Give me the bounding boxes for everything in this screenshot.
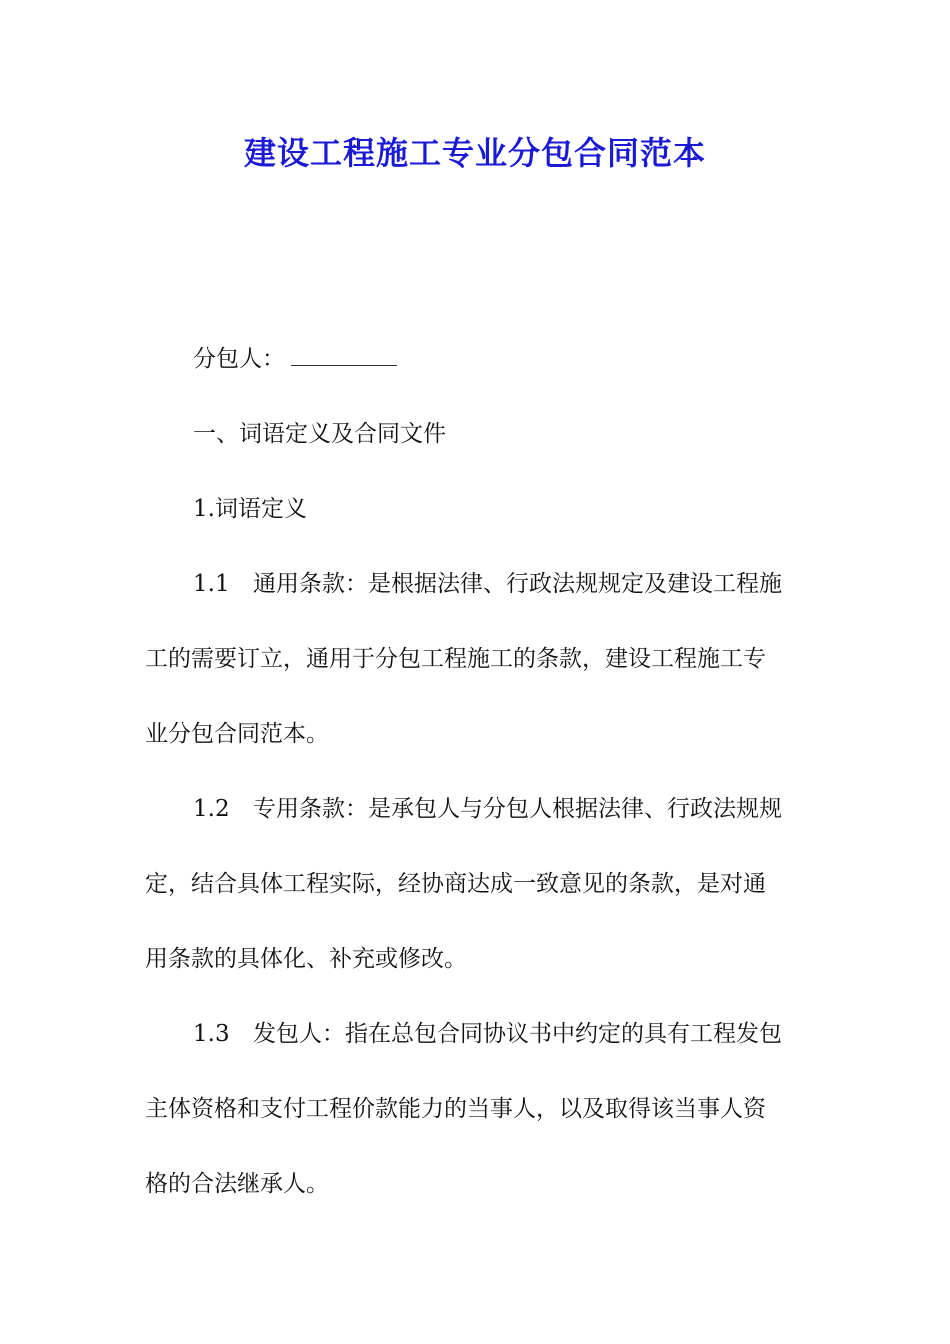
clause-1-2-line-3: 用条款的具体化、补充或修改。 xyxy=(145,946,467,972)
section-heading: 一、词语定义及合同文件 xyxy=(193,421,446,447)
clause-text: 专用条款：是承包人与分包人根据法律、行政法规规 xyxy=(253,796,782,822)
clause-number: 1.3 xyxy=(193,1021,230,1047)
document-body xyxy=(145,322,810,1222)
subcontractor-line xyxy=(145,322,810,397)
clause-text: 通用条款：是根据法律、行政法规规定及建设工程施 xyxy=(253,571,782,597)
clause-text: 发包人：指在总包合同协议书中约定的具有工程发包 xyxy=(253,1021,782,1047)
clause-number: 1.1 xyxy=(193,571,230,597)
clause-1-3-line-3: 格的合法继承人。 xyxy=(145,1171,329,1197)
clause-1-2-line-1 xyxy=(145,772,810,847)
page-title: 建设工程施工专业分包合同范本 xyxy=(243,134,706,172)
clause-1-1-line-1 xyxy=(145,547,810,622)
subsection-heading: 1.词语定义 xyxy=(193,496,307,522)
clause-1-2-line-2: 定，结合具体工程实际，经协商达成一致意见的条款，是对通 xyxy=(145,871,766,897)
subcontractor-blank xyxy=(291,345,397,366)
clause-1-1-line-3: 业分包合同范本。 xyxy=(145,721,329,747)
clause-1-3-line-2: 主体资格和支付工程价款能力的当事人，以及取得该当事人资 xyxy=(145,1096,766,1122)
subcontractor-label: 分包人： xyxy=(193,346,285,372)
clause-1-3-line-1 xyxy=(145,997,810,1072)
clause-number: 1.2 xyxy=(193,796,230,822)
clause-1-1-line-2: 工的需要订立，通用于分包工程施工的条款，建设工程施工专 xyxy=(145,646,766,672)
